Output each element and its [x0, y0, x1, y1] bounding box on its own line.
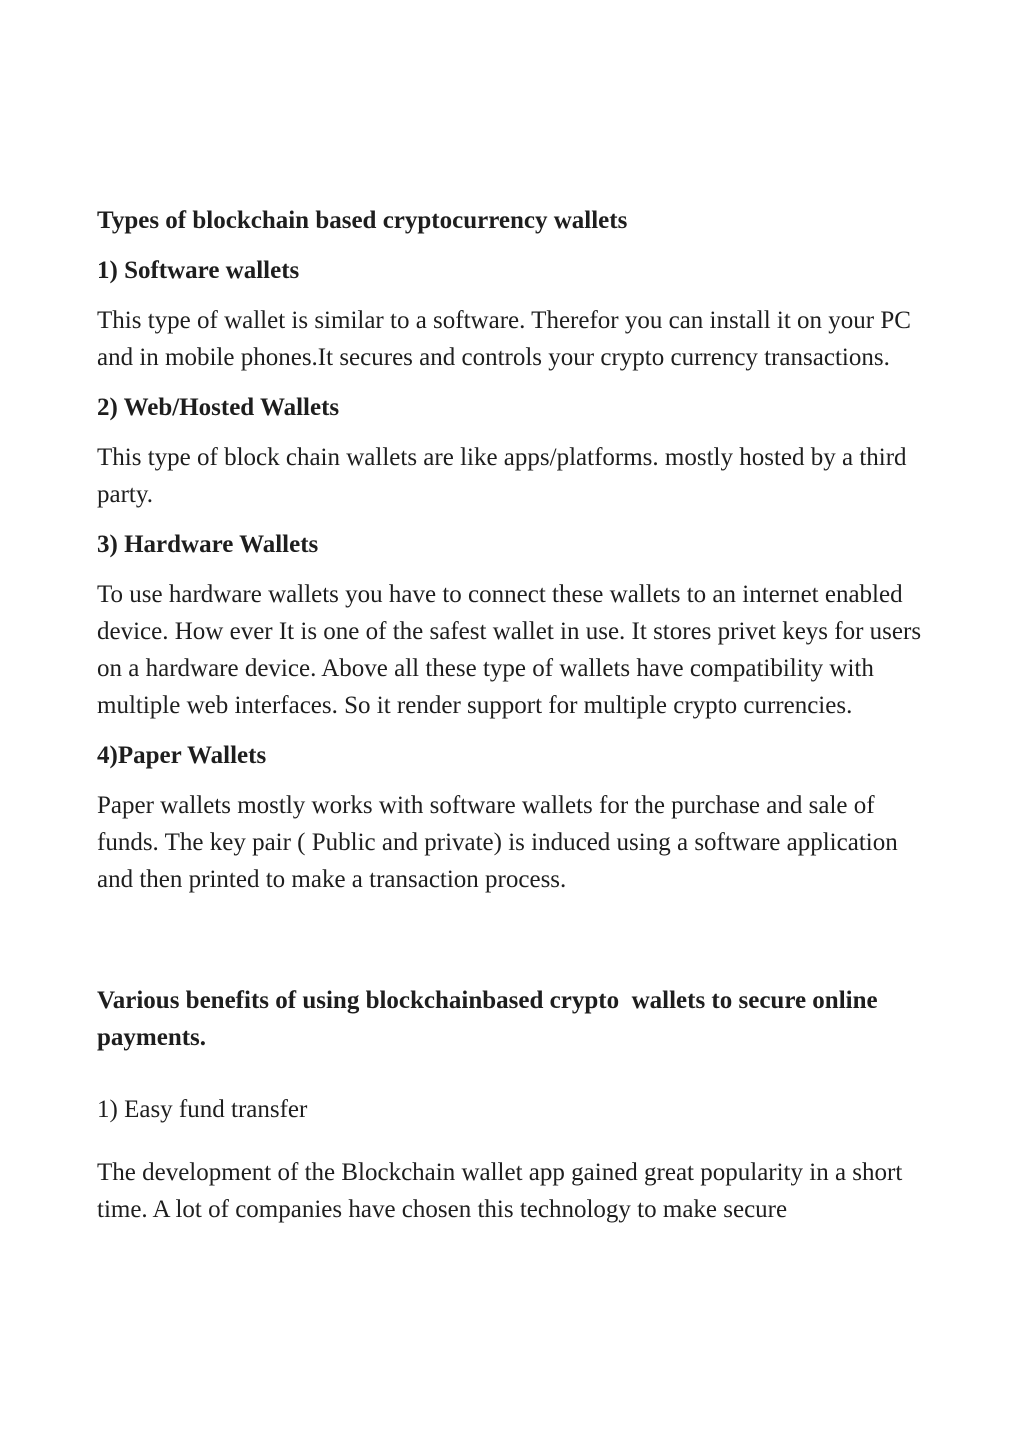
benefit-1-heading: 1) Easy fund transfer [97, 1096, 308, 1123]
wallet-item-4-body: Paper wallets mostly works with software wallets for the purchase and sale of funds. The key pair ( Public and private) is induced using a software application and then printed to make a transaction process. [97, 792, 904, 893]
wallet-item-1-body: This type of wallet is similar to a software. Therefor you can install it on your PC and in mobile phones.It secures and controls your crypto currency transactions. [97, 307, 918, 371]
wallet-item-3-heading: 3) Hardware Wallets [97, 531, 319, 558]
wallet-item-3-body: To use hardware wallets you have to connect these wallets to an internet enabled device. How ever It is one of the safest wallet in use. It stores privet keys for users on a hardware device. Above all these type of wallets have compatibility with multiple web interfaces. So it render support for multiple crypto currencies. [97, 581, 928, 719]
wallet-item-4-heading: 4)Paper Wallets [97, 742, 267, 769]
section1-title: Types of blockchain based cryptocurrency wallets [97, 207, 628, 234]
wallet-item-2-heading: 2) Web/Hosted Wallets [97, 394, 340, 421]
benefits-section-title: Various benefits of using blockchainbased crypto wallets to secure online payments. [97, 987, 884, 1051]
wallet-item-2-body: This type of block chain wallets are like apps/platforms. mostly hosted by a third party. [97, 444, 913, 508]
wallet-item-1-heading: 1) Software wallets [97, 257, 300, 284]
benefit-1-body: The development of the Blockchain wallet app gained great popularity in a short time. A lot of companies have chosen this technology to make secure [97, 1159, 909, 1223]
benefits-section [97, 982, 927, 1228]
